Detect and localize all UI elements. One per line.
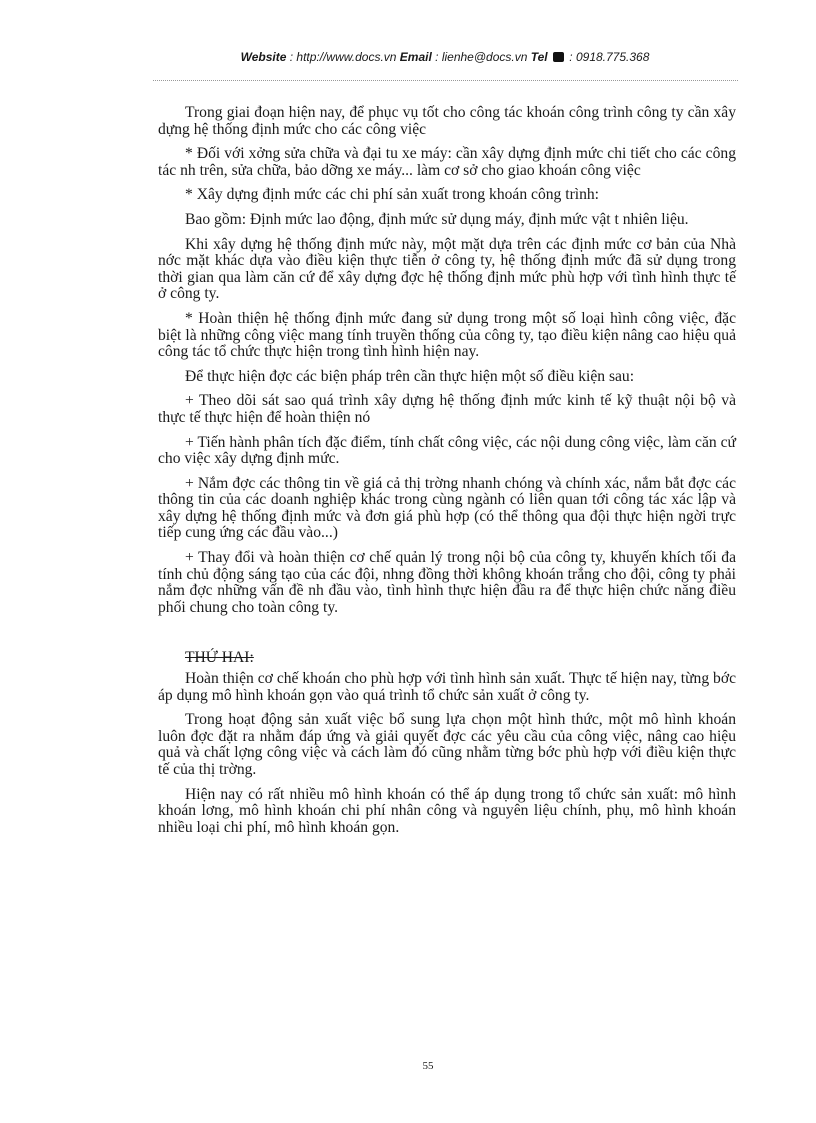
email-value[interactable]: : lienhe@docs.vn <box>431 50 531 64</box>
page-header <box>150 50 740 64</box>
paragraph: Bao gồm: Định mức lao động, định mức sử dụng máy, định mức vật t nhiên liệu. <box>185 210 689 228</box>
header-divider <box>153 80 738 81</box>
paragraph: Hoàn thiện cơ chế khoán cho phù hợp với tình hình sản xuất. Thực tế hiện nay, từng bớc áp dụng mô hình khoán gọn vào quá trình tổ chức sản xuất ở công ty. <box>158 670 736 704</box>
telephone-icon <box>553 52 564 62</box>
document-body <box>158 105 736 844</box>
paragraph: Khi xây dựng hệ thống định mức này, một mặt dựa trên các định mức cơ bản của Nhà nớc mặt khác dựa vào điều kiện thực tiễn ở công ty, hệ thống định mức đã sử dụng trong thời gian qua làm căn cứ để xây dựng đợc hệ thống định mức phù hợp với tình hình thực tế ở công ty. <box>158 235 736 303</box>
paragraph: * Xây dựng định mức các chi phí sản xuất trong khoán công trình: <box>185 186 600 204</box>
paragraph: + Tiến hành phân tích đặc điểm, tính chất công việc, các nội dung công việc, làm căn cứ cho việc xây dựng định mức. <box>158 433 736 468</box>
tel-label: Tel <box>530 50 548 64</box>
section-heading: THỨ HAI: <box>185 649 254 667</box>
paragraph: * Đối với xởng sửa chữa và đại tu xe máy: cần xây dựng định mức chi tiết cho các công tác nh trên, sửa chữa, bảo dỡng xe máy... làm cơ sở cho giao khoán công việc <box>158 145 736 179</box>
paragraph: Trong giai đoạn hiện nay, để phục vụ tốt cho công tác khoán công trình công ty cần xây dựng hệ thống định mức cho các công việc <box>158 104 736 138</box>
paragraph: Hiện nay có rất nhiều mô hình khoán có thể áp dụng trong tổ chức sản xuất: mô hình khoán lơng, mô hình khoán chi phí nhân công và nguyên liệu chính, phụ, mô hình khoán nhiều loại chi phí, mô hình khoán gọn. <box>158 785 736 836</box>
website-value[interactable]: : http://www.docs.vn <box>286 50 400 64</box>
paragraph: + Thay đổi và hoàn thiện cơ chế quản lý trong nội bộ của công ty, khuyến khích tối đa tính chủ động sáng tạo của các đội, nhng đồng thời không khoán trắng cho đội, công ty phải nắm đợc những vấn đề nh đầu vào, tình hình thực hiện đầu ra để thực hiện chức năng điều phối chung cho toàn công ty. <box>158 549 736 616</box>
website-label: Website <box>240 50 287 64</box>
page-number: 55 <box>422 1060 434 1072</box>
paragraph: + Nắm đợc các thông tin về giá cả thị trờng nhanh chóng và chính xác, nắm bắt đợc các thông tin của các doanh nghiệp khác trong cùng ngành có liên quan tới công tác xác lập và xây dựng hệ thống định mức và đơn giá phù hợp (có thể thông qua đội thực hiện ngời trực tiếp cung ứng các đầu vào...) <box>158 474 736 542</box>
paragraph: * Hoàn thiện hệ thống định mức đang sử dụng trong một số loại hình công việc, đặc biệt là những công việc mang tính truyền thống của công ty, tạo điều kiện nâng cao hiệu quả công tác tổ chức thực hiện trong tình hình hiện nay. <box>158 309 736 361</box>
paragraph: Trong hoạt động sản xuất việc bổ sung lựa chọn một hình thức, một mô hình khoán luôn đợc đặt ra nhằm đáp ứng và giải quyết đợc các yêu cầu của công việc, nâng cao hiệu quả và chất lợng công việc và cách làm đó cũng nhằm từng bớc phù hợp với điều kiện thực tế của thị trờng. <box>158 711 736 778</box>
paragraph: Để thực hiện đợc các biện pháp trên cần thực hiện một số điều kiện sau: <box>185 367 635 385</box>
email-label: Email <box>399 50 432 64</box>
tel-value: : 0918.775.368 <box>565 50 650 64</box>
paragraph: + Theo dõi sát sao quá trình xây dựng hệ thống định mức kinh tế kỹ thuật nội bộ và thực tế thực hiện để hoàn thiện nó <box>158 392 736 426</box>
